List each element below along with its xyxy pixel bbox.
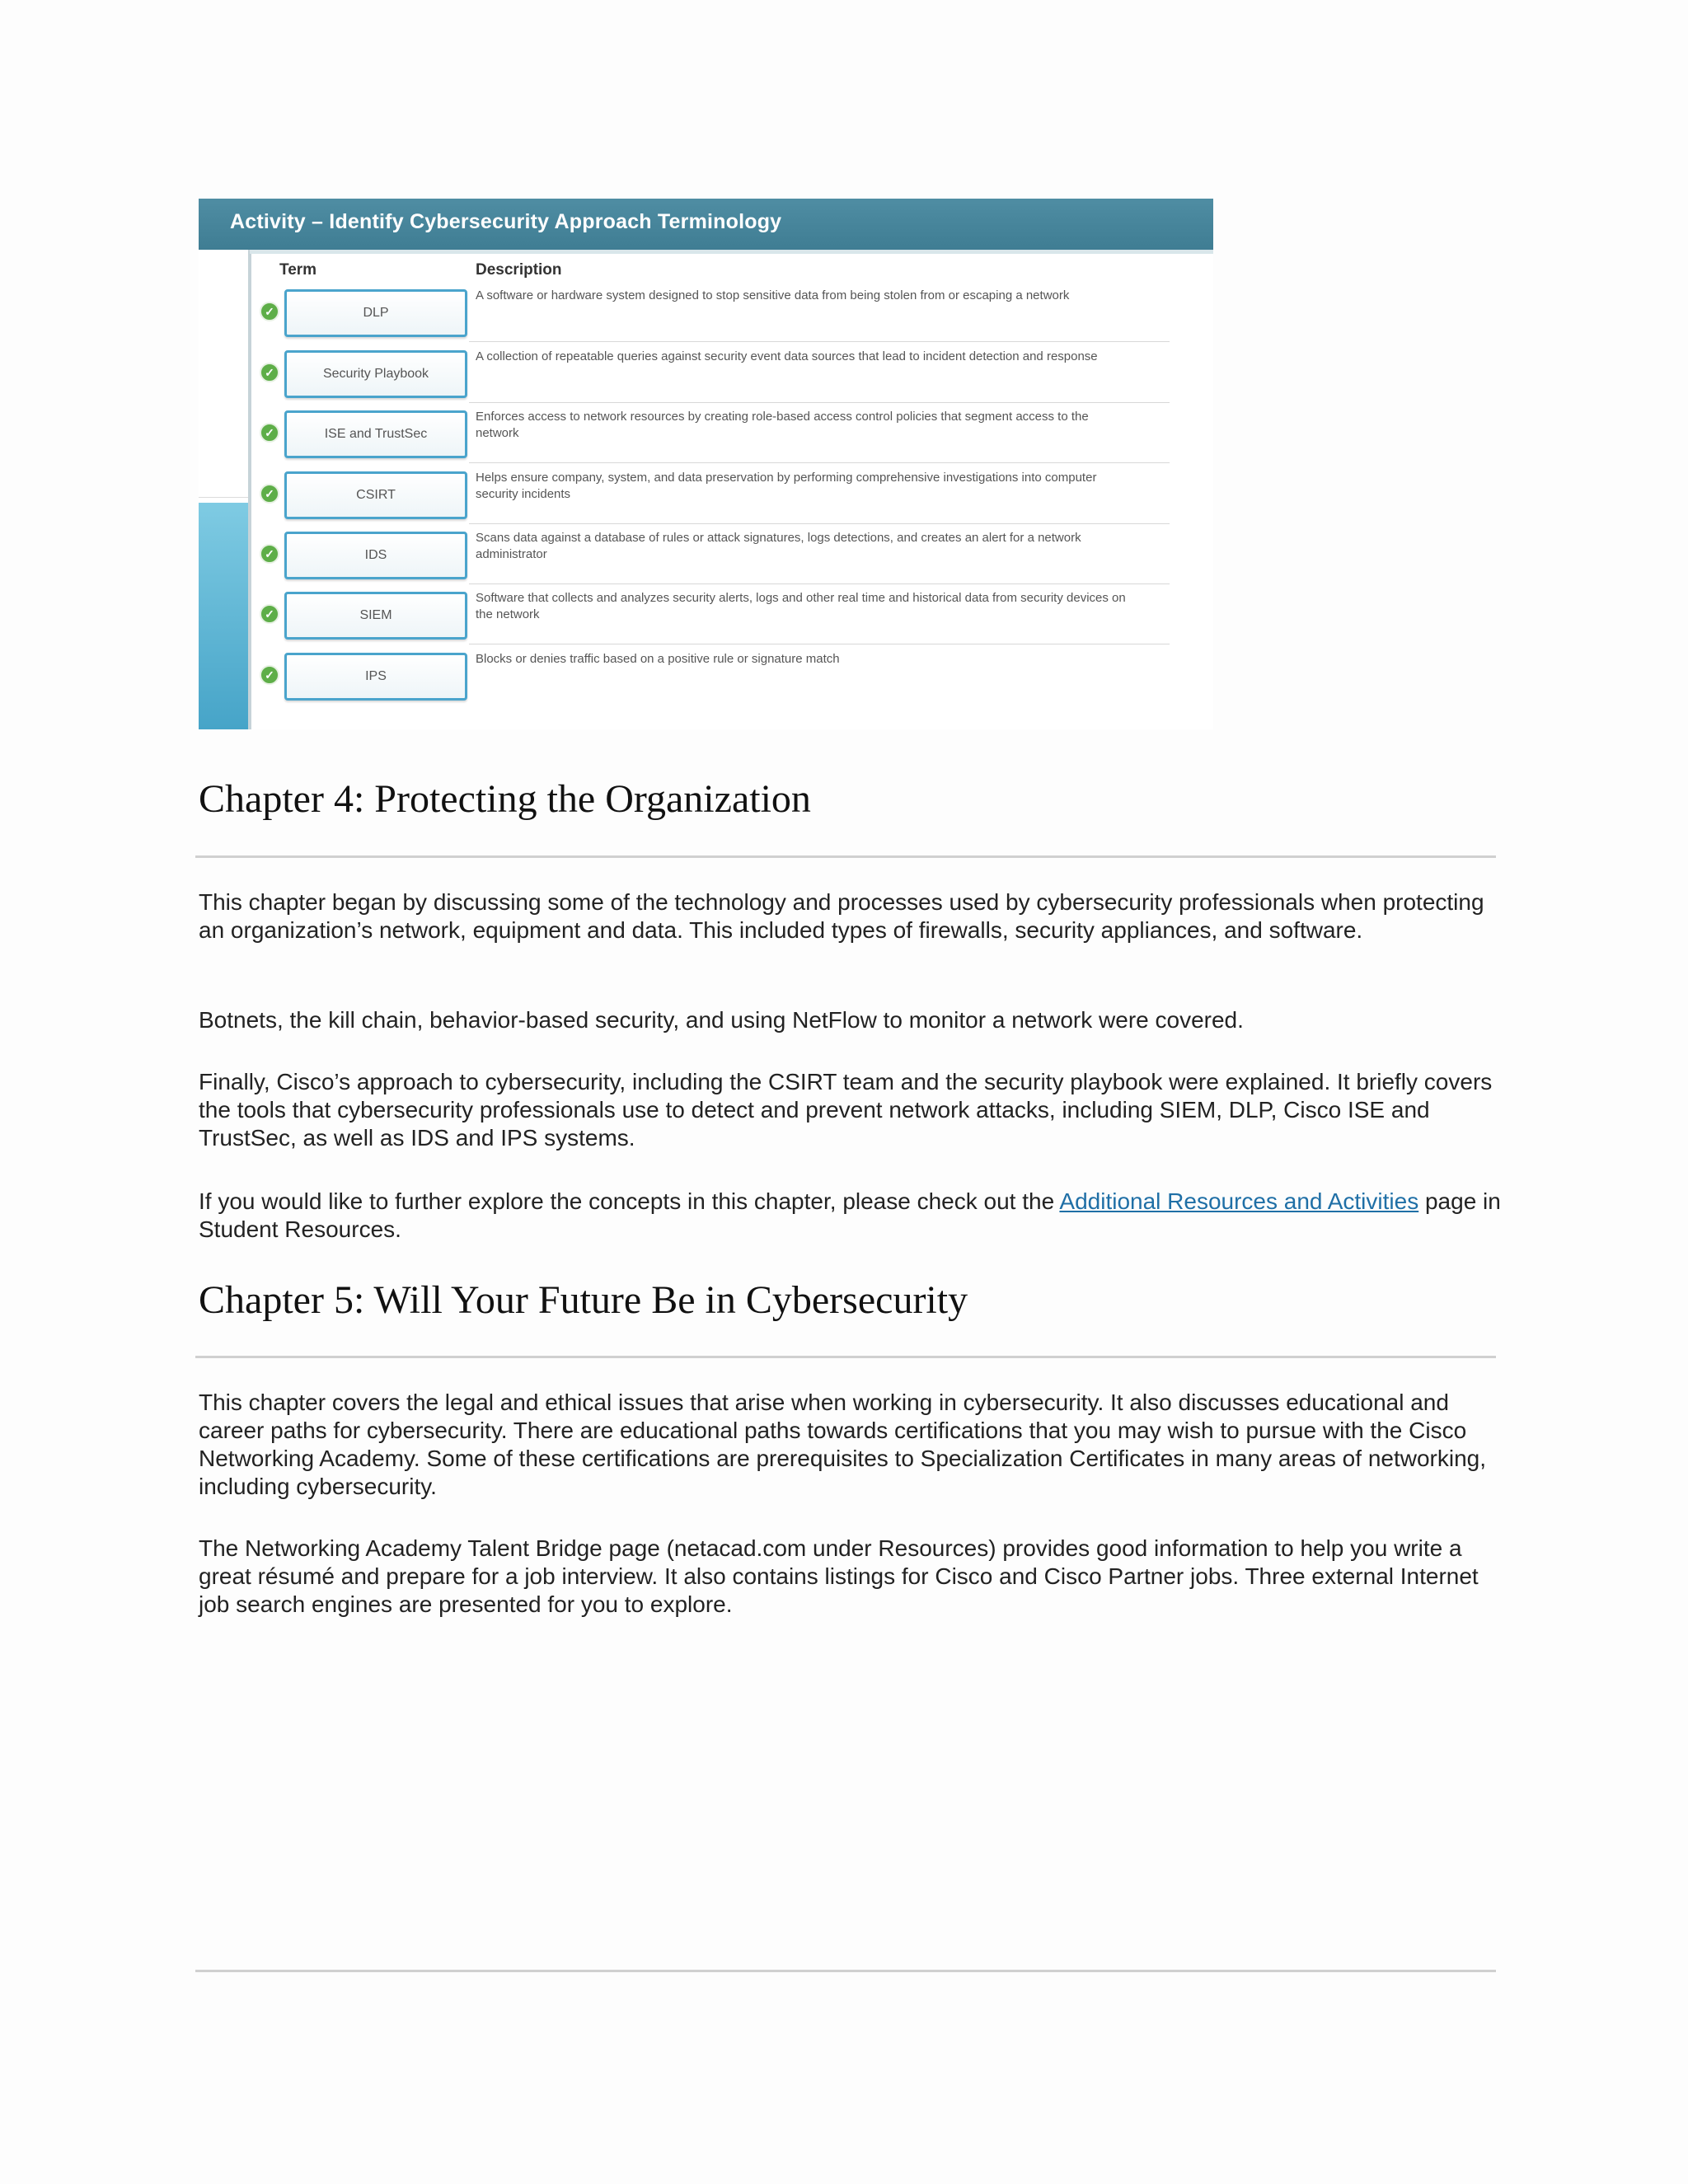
- divider: [195, 855, 1496, 858]
- activity-screenshot: [199, 199, 1213, 729]
- chapter-4-paragraph: [199, 1188, 1501, 1244]
- additional-resources-link[interactable]: Additional Resources and Activities: [1059, 1188, 1419, 1214]
- sidebar-accent: [199, 503, 250, 729]
- activity-sidebar: [199, 250, 250, 729]
- term-row: [250, 587, 1213, 648]
- check-icon: ✓: [260, 302, 279, 321]
- chapter-5-paragraph: The Networking Academy Talent Bridge page (netacad.com under Resources) provides good information to help you write a great résumé and prepare for a job interview. It also contains listings for Cisco and Cisco Partner jobs. Three external Internet job search engines are presented for you to explore.: [199, 1535, 1479, 1617]
- term-row: [250, 527, 1213, 588]
- chapter-5-title: Chapter 5: Will Your Future Be in Cybersecurity: [199, 1278, 968, 1322]
- term-column-header: Term: [279, 261, 317, 279]
- check-icon: ✓: [260, 363, 279, 382]
- chapter-4-title: Chapter 4: Protecting the Organization: [199, 777, 811, 821]
- check-icon: ✓: [260, 484, 279, 504]
- activity-header: [199, 199, 1213, 250]
- term-description: Scans data against a database of rules or attack signatures, logs detections, and creates an alert for a network administrator: [476, 531, 1081, 561]
- term-description: A collection of repeatable queries against security event data sources that lead to incident detection and response: [476, 349, 1098, 363]
- chapter-4-paragraph: Botnets, the kill chain, behavior-based security, and using NetFlow to monitor a network were covered.: [199, 1007, 1244, 1033]
- term-row: [250, 648, 1213, 709]
- term-row: [250, 284, 1213, 345]
- term-button[interactable]: ISE and TrustSec: [284, 410, 467, 458]
- paragraph-text: page in Student Resources.: [199, 1188, 1501, 1242]
- term-description: A software or hardware system designed to stop sensitive data from being stolen from or escaping a network: [476, 288, 1070, 302]
- check-icon: ✓: [260, 604, 279, 624]
- term-row: [250, 345, 1213, 406]
- chapter-5-paragraph: This chapter covers the legal and ethical issues that arise when working in cybersecurity. It also discusses educational and career paths for cybersecurity. There are educational paths towards certifications that you may wish to pursue with the Cisco Networking Academy. Some of these certifications are prerequisites to Specialization Certificates in many areas of networking, including cybersecurity.: [199, 1390, 1486, 1499]
- chapter-4-paragraph: Finally, Cisco’s approach to cybersecurity, including the CSIRT team and the security playbook were explained. It briefly covers the tools that cybersecurity professionals use to detect and prevent network attacks, including SIEM, DLP, Cisco ISE and TrustSec, as well as IDS and IPS systems.: [199, 1069, 1493, 1151]
- term-description: Blocks or denies traffic based on a positive rule or signature match: [476, 652, 840, 666]
- check-icon: ✓: [260, 665, 279, 685]
- activity-title: Activity – Identify Cybersecurity Approach Terminology: [230, 210, 782, 233]
- term-button[interactable]: IPS: [284, 653, 467, 701]
- term-button[interactable]: Security Playbook: [284, 350, 467, 398]
- term-description: Helps ensure company, system, and data preservation by performing comprehensive investigations into computer security incidents: [476, 471, 1097, 501]
- term-button[interactable]: DLP: [284, 289, 467, 337]
- term-description: Software that collects and analyzes security alerts, logs and other real time and historical data from security devices on the network: [476, 591, 1126, 621]
- term-row: [250, 466, 1213, 527]
- paragraph-text: If you would like to further explore the concepts in this chapter, please check out the: [199, 1188, 1060, 1214]
- term-button[interactable]: SIEM: [284, 592, 467, 640]
- term-row: [250, 405, 1213, 466]
- description-column-header: Description: [476, 261, 562, 279]
- check-icon: ✓: [260, 423, 279, 443]
- term-button[interactable]: IDS: [284, 532, 467, 579]
- term-description: Enforces access to network resources by creating role-based access control policies that segment access to the network: [476, 410, 1089, 440]
- footer-divider: [195, 1970, 1496, 1972]
- chapter-4-paragraph: This chapter began by discussing some of the technology and processes used by cybersecurity professionals when protecting an organization’s network, equipment and data. This included types of firewalls, security appliances, and software.: [199, 889, 1484, 943]
- divider: [195, 1356, 1496, 1358]
- term-button[interactable]: CSIRT: [284, 471, 467, 519]
- check-icon: ✓: [260, 544, 279, 564]
